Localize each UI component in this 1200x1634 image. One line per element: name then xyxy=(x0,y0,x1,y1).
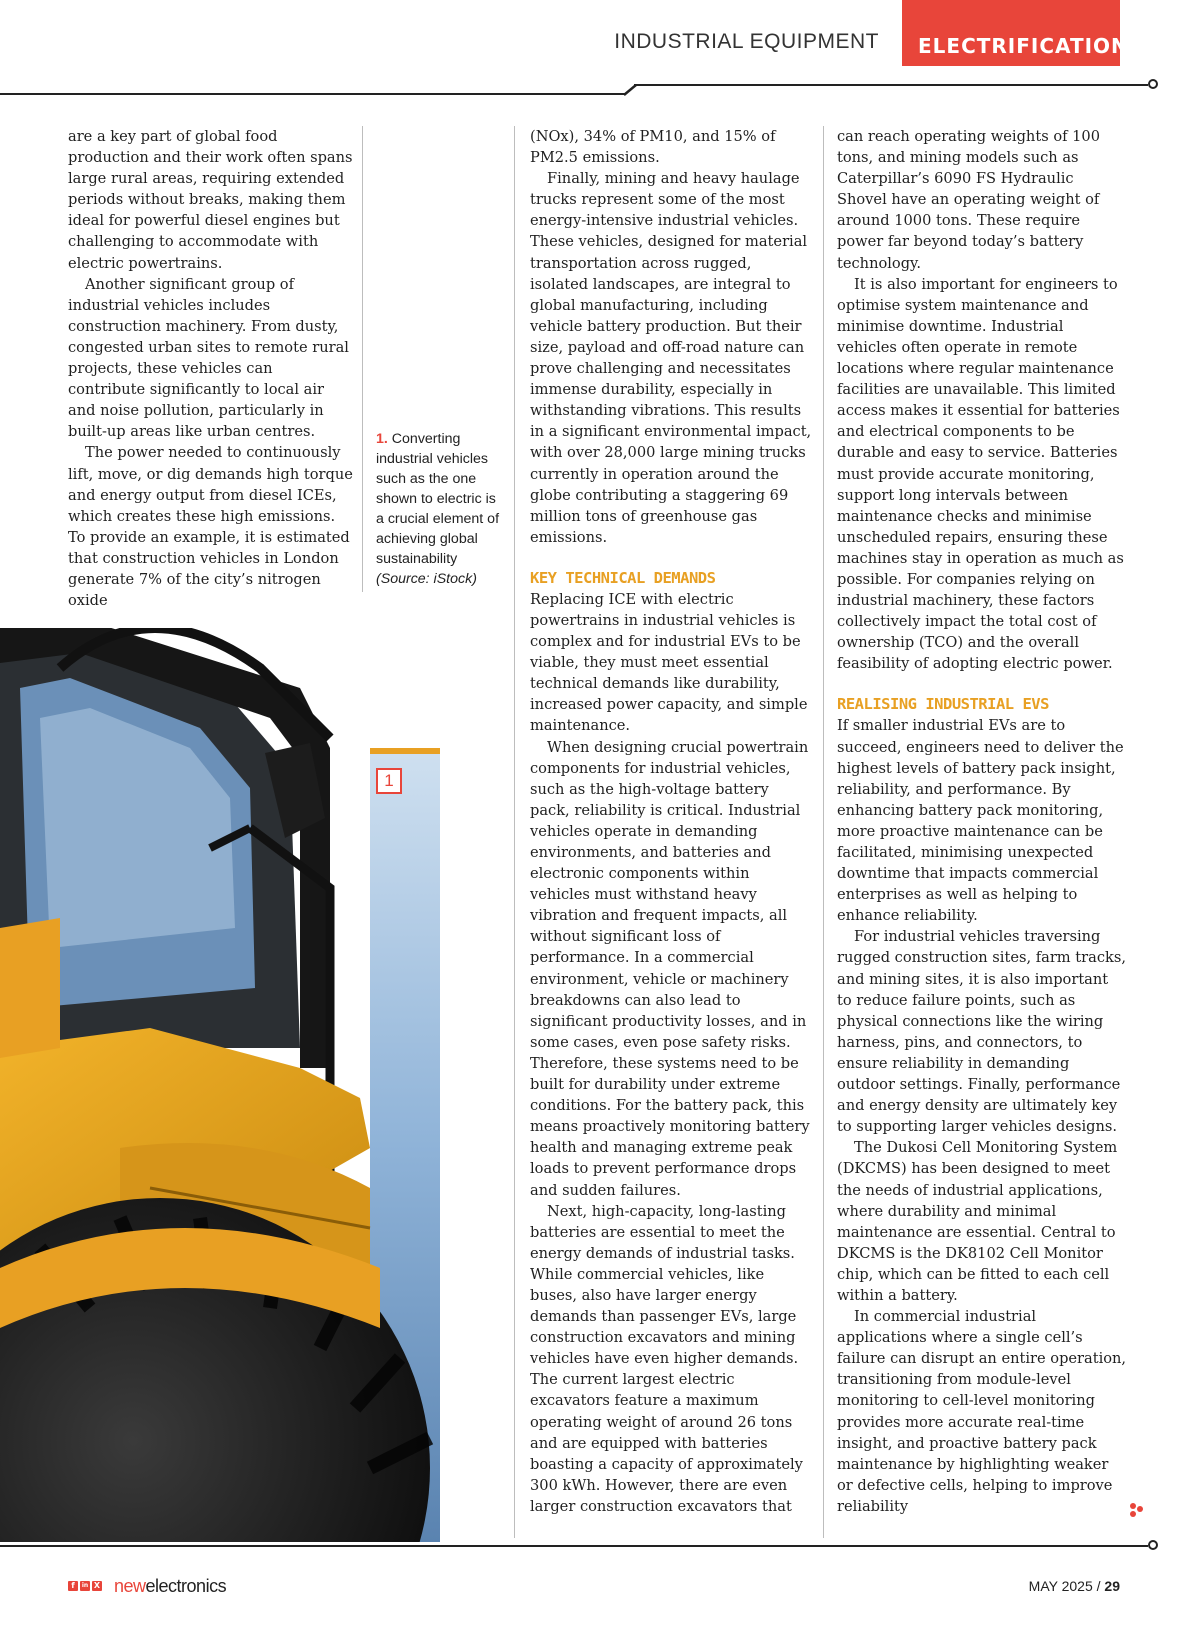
x-icon[interactable]: X xyxy=(93,1581,101,1590)
linkedin-icon[interactable]: in xyxy=(81,1582,89,1589)
paragraph: It is also important for engineers to optimise system maintenance and minimise downtime. Industrial vehicles often operate in remote locations where regular maintenance facilities are unavailable. This limited access makes it essential for batteries and electrical components to be durable and easy to service. Batteries must provide accurate monitoring, support long intervals between maintenance checks and minimise unscheduled repairs, ensuring these machines stay in operation as much as possible. For companies relying on industrial machinery, these factors collectively impact the total cost of ownership (TCO) and the overall feasibility of adopting electric power. xyxy=(837,275,1124,673)
date-separator: / xyxy=(1096,1578,1101,1594)
logo-suffix: electronics xyxy=(145,1576,227,1596)
column-divider xyxy=(823,126,824,1538)
caption-text: Converting industrial vehicles such as the one shown to electric is a crucial element of achieving global sustainability xyxy=(376,431,500,567)
paragraph: (NOx), 34% of PM10, and 15% of PM2.5 emissions. xyxy=(530,128,776,167)
logo-prefix: new xyxy=(114,1576,146,1596)
paragraph: In commercial industrial applications where a single cell’s failure can disrupt an entire operation, transitioning from module-level monitoring to cell-level monitoring provides more accurate real-time insight, and proactive battery pack maintenance by highlighting weaker or defective cells, helping to improve reliability xyxy=(837,1308,1127,1515)
wheel-loader-photo xyxy=(0,628,440,1542)
paragraph: Finally, mining and heavy haulage trucks represent some of the most energy-intensive industrial vehicles. These vehicles, designed for material transportation across rugged, isolated landscapes, are integral to global manufacturing, including vehicle battery production. But their size, payload and off-road nature can prove challenging and necessitates immense durability, especially in withstanding vibrations. This results in a significant environmental impact, with over 28,000 large mining trucks currently in operation around the globe contributing a staggering 69 million tons of greenhouse gas emissions. xyxy=(530,170,812,546)
paragraph: Replacing ICE with electric powertrains in industrial vehicles is complex and for industrial EVs to be viable, they must meet essential technical demands like durability, increased power capacity, and simple maintenance. xyxy=(530,590,808,735)
issue-date: MAY 2025 xyxy=(1028,1578,1093,1594)
paragraph: can reach operating weights of 100 tons, and mining models such as Caterpillar’s 6090 FS Hydraulic Shovel have an operating weight of around 1000 tons. These require power far beyond today’s battery technology. xyxy=(837,128,1101,272)
column-divider xyxy=(514,126,515,1538)
column-divider xyxy=(362,126,363,592)
section-label: INDUSTRIAL EQUIPMENT xyxy=(614,30,879,53)
category-tab-label: ELECTRIFICATION xyxy=(918,34,1129,58)
paragraph: The Dukosi Cell Monitoring System (DKCMS) has been designed to meet the needs of industrial applications, where durability and minimal maintenance are essential. Central to DKCMS is the DK8102 Cell Monitor chip, which can be fitted to each cell within a battery. xyxy=(837,1139,1118,1304)
paragraph: If smaller industrial EVs are to succeed, engineers need to deliver the highest levels of battery pack insight, reliability, and performance. By enhancing battery pack monitoring, more proactive maintenance can be facilitated, minimising unexpected downtime that impacts commercial enterprises as well as helping to enhance reliability. xyxy=(837,717,1124,925)
page-number: 29 xyxy=(1104,1578,1120,1594)
publication-logo xyxy=(114,1576,226,1597)
social-icons xyxy=(68,1581,102,1591)
section-subhead: KEY TECHNICAL DEMANDS xyxy=(530,568,716,587)
paragraph: When designing crucial powertrain components for industrial vehicles, such as the high-voltage battery pack, reliability is critical. Industrial vehicles operate in demanding environments, and batteries and electronic components within vehicles must withstand heavy vibration and frequent impacts, all without significant loss of performance. In a commercial environment, vehicle or machinery breakdowns can also lead to significant productivity losses, and in some cases, even pose safety risks. Therefore, these systems need to be built for durability under extreme conditions. For the battery pack, this means proactively monitoring battery health and managing extreme peak loads to prevent performance drops and sudden failures. xyxy=(530,738,810,1199)
paragraph: are a key part of global food production and their work often spans large rural areas, requiring extended periods without breaks, making them ideal for powerful diesel engines but challenging to accommodate with electric powertrains. xyxy=(68,128,353,272)
paragraph: For industrial vehicles traversing rugged construction sites, farm tracks, and mining sites, it is also important to reduce failure points, such as physical connections like the wiring harness, pins, and connectors, to ensure reliability in demanding outdoor settings. Finally, performance and energy density are ultimately key to supporting larger vehicles designs. xyxy=(837,928,1126,1136)
article-column-1 xyxy=(68,126,354,611)
paragraph: Another significant group of industrial vehicles includes construction machinery. From dusty, congested urban sites to remote rural projects, these vehicles can contribute significantly to local air and noise pollution, particularly in built-up areas like urban centres. xyxy=(68,275,349,441)
image-caption xyxy=(376,429,502,589)
article-column-4 xyxy=(837,126,1127,1517)
paragraph: The power needed to continuously lift, move, or dig demands high torque and energy output from diesel ICEs, which creates these high emissions. To provide an example, it is estimated that construction vehicles in London generate 7% of the city’s nitrogen oxide xyxy=(68,444,353,610)
facebook-icon[interactable]: f xyxy=(68,1581,78,1591)
continue-marker-icon xyxy=(1129,1502,1145,1518)
caption-number: 1. xyxy=(376,431,388,447)
article-column-3 xyxy=(530,126,812,1517)
caption-source: (Source: iStock) xyxy=(376,571,477,587)
section-subhead: REALISING INDUSTRIAL EVS xyxy=(837,695,1049,714)
category-tab xyxy=(902,0,1129,66)
paragraph: Next, high-capacity, long-lasting batteries are essential to meet the energy demands of industrial tasks. While commercial vehicles, like buses, also have larger energy demands than passenger EVs, large construction excavators and mining vehicles have even higher demands. The current largest electric excavators feature a maximum operating weight of around 26 tons and are equipped with batteries boasting a capacity of approximately 300 kWh. However, there are even larger construction excavators that xyxy=(530,1202,803,1515)
issue-date-page xyxy=(1029,1578,1120,1594)
image-number-badge: 1 xyxy=(376,768,402,794)
